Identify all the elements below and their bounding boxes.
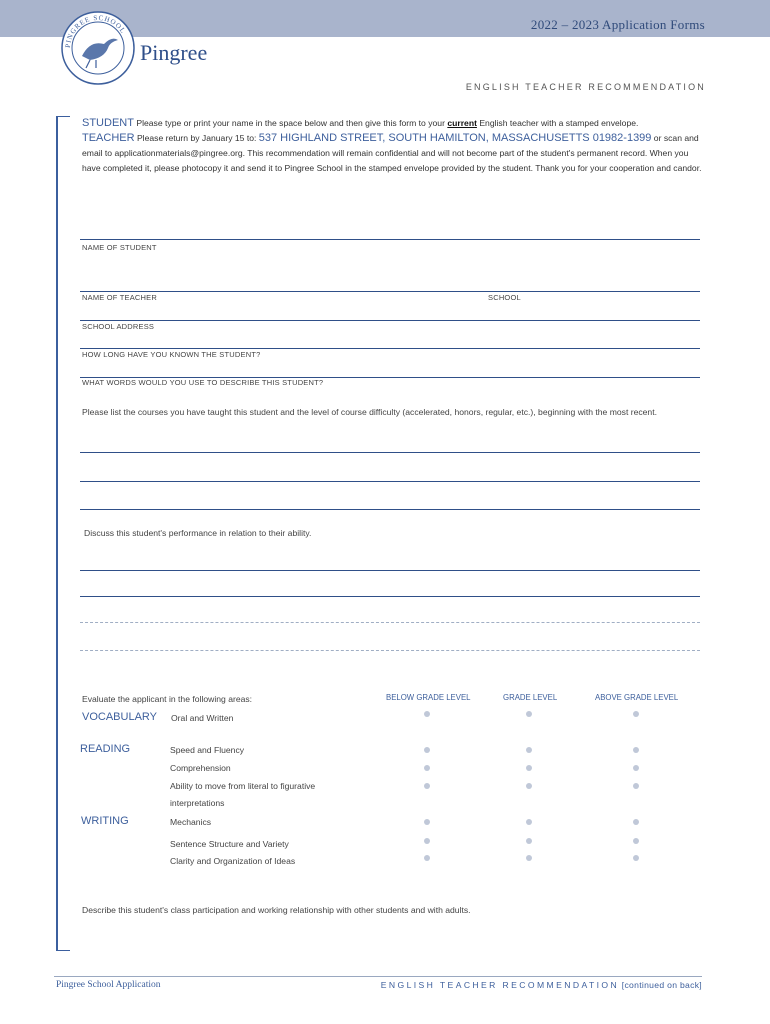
instructions: STUDENT Please type or print your name in the space below and then give this form to your current English teacher with a stamped envelope. TEACHER Please return by January 15 to: 537 HIGHLAND STREET, SOUTH HAMILTON, MASSACHUSETTS 01982-1399 or scan and email to applicationmaterials@pingree.org. This recommendation will remain confidential and will not become part of the student's permanent record. When you have completed it, please photocopy it and send it to Pingree School in the stamped envelope provided by the student. Thank you for your cooperation and candor. — [82, 117, 702, 173]
footer-rule — [54, 976, 702, 977]
radio-oral-above[interactable] — [633, 711, 639, 717]
school-address-field[interactable] — [80, 331, 700, 348]
radio-oral-below[interactable] — [424, 711, 430, 717]
category-writing: WRITING — [81, 815, 129, 827]
item-literal-figurative-cont: interpretations — [170, 798, 225, 808]
student-lead: STUDENT — [82, 117, 134, 129]
radio-sentence-below[interactable] — [424, 838, 430, 844]
item-literal-figurative: Ability to move from literal to figurative — [170, 781, 316, 791]
current-emphasis: current — [447, 118, 477, 128]
how-long-label: HOW LONG HAVE YOU KNOWN THE STUDENT? — [82, 350, 261, 359]
form-title: ENGLISH TEACHER RECOMMENDATION — [465, 82, 706, 92]
item-comprehension: Comprehension — [170, 763, 231, 773]
column-below-grade: BELOW GRADE LEVEL — [386, 693, 471, 702]
evaluation-prompt: Evaluate the applicant in the following areas: — [82, 694, 253, 704]
item-sentence-structure: Sentence Structure and Variety — [170, 839, 289, 849]
item-mechanics: Mechanics — [170, 817, 212, 827]
radio-comprehension-below[interactable] — [424, 765, 430, 771]
column-above-grade: ABOVE GRADE LEVEL — [595, 693, 679, 702]
radio-comprehension-grade[interactable] — [526, 765, 532, 771]
item-speed-fluency: Speed and Fluency — [170, 745, 245, 755]
radio-speed-above[interactable] — [633, 747, 639, 753]
radio-sentence-above[interactable] — [633, 838, 639, 844]
radio-clarity-above[interactable] — [633, 855, 639, 861]
footer-form-name: ENGLISH TEACHER RECOMMENDATION [continued on back] — [380, 980, 702, 990]
name-of-teacher-label: NAME OF TEACHER — [82, 293, 157, 302]
school-field[interactable] — [486, 302, 700, 320]
radio-literal-grade[interactable] — [526, 783, 532, 789]
performance-line-2[interactable] — [80, 596, 700, 597]
how-long-rule — [80, 348, 700, 349]
item-clarity-organization: Clarity and Organization of Ideas — [170, 856, 296, 866]
school-seal-logo — [60, 10, 136, 86]
bracket-vertical — [56, 116, 58, 951]
bracket-top — [56, 116, 70, 117]
category-reading: READING — [80, 743, 131, 755]
name-of-student-label: NAME OF STUDENT — [82, 243, 157, 252]
courses-line-1[interactable] — [80, 452, 700, 453]
svg-text:PINGREE SCHOOL: PINGREE SCHOOL — [63, 13, 128, 49]
school-label: SCHOOL — [488, 293, 521, 302]
name-of-teacher-rule — [80, 291, 700, 292]
courses-line-3[interactable] — [80, 509, 700, 510]
name-of-student-field[interactable] — [80, 252, 700, 290]
radio-literal-below[interactable] — [424, 783, 430, 789]
brand-name: Pingree — [140, 40, 208, 65]
school-address-label: SCHOOL ADDRESS — [82, 322, 155, 331]
column-grade-level: GRADE LEVEL — [503, 693, 558, 702]
radio-mechanics-above[interactable] — [633, 819, 639, 825]
radio-clarity-below[interactable] — [424, 855, 430, 861]
radio-mechanics-below[interactable] — [424, 819, 430, 825]
teacher-lead: TEACHER — [82, 132, 135, 144]
radio-comprehension-above[interactable] — [633, 765, 639, 771]
mailing-address: 537 HIGHLAND STREET, SOUTH HAMILTON, MASSACHUSETTS 01982-1399 — [258, 132, 652, 144]
radio-speed-grade[interactable] — [526, 747, 532, 753]
item-oral-written: Oral and Written — [171, 713, 234, 723]
how-long-field[interactable] — [80, 359, 700, 376]
courses-prompt: Please list the courses you have taught this student and the level of course difficulty (accelerated, honors, regular, etc.), beginning with the most recent. — [82, 407, 657, 417]
radio-oral-grade[interactable] — [526, 711, 532, 717]
performance-line-1[interactable] — [80, 570, 700, 571]
radio-speed-below[interactable] — [424, 747, 430, 753]
radio-clarity-grade[interactable] — [526, 855, 532, 861]
radio-literal-above[interactable] — [633, 783, 639, 789]
what-words-label: WHAT WORDS WOULD YOU USE TO DESCRIBE THIS STUDENT? — [82, 378, 324, 387]
name-of-student-rule — [80, 239, 700, 240]
footer-school-application: Pingree School Application — [56, 980, 161, 990]
continued-note: [continued on back] — [619, 980, 702, 990]
school-address-rule — [80, 320, 700, 321]
radio-mechanics-grade[interactable] — [526, 819, 532, 825]
performance-prompt: Discuss this student's performance in relation to their ability. — [84, 528, 312, 538]
name-of-teacher-field[interactable] — [80, 302, 480, 320]
bracket-bottom — [56, 950, 70, 951]
header-title: 2022 – 2023 Application Forms — [530, 17, 705, 32]
category-vocabulary: VOCABULARY — [82, 711, 157, 723]
courses-line-2[interactable] — [80, 481, 700, 482]
radio-sentence-grade[interactable] — [526, 838, 532, 844]
performance-line-4[interactable] — [80, 650, 700, 651]
participation-prompt: Describe this student's class participation and working relationship with other students and with adults. — [82, 905, 471, 915]
performance-line-3[interactable] — [80, 622, 700, 623]
